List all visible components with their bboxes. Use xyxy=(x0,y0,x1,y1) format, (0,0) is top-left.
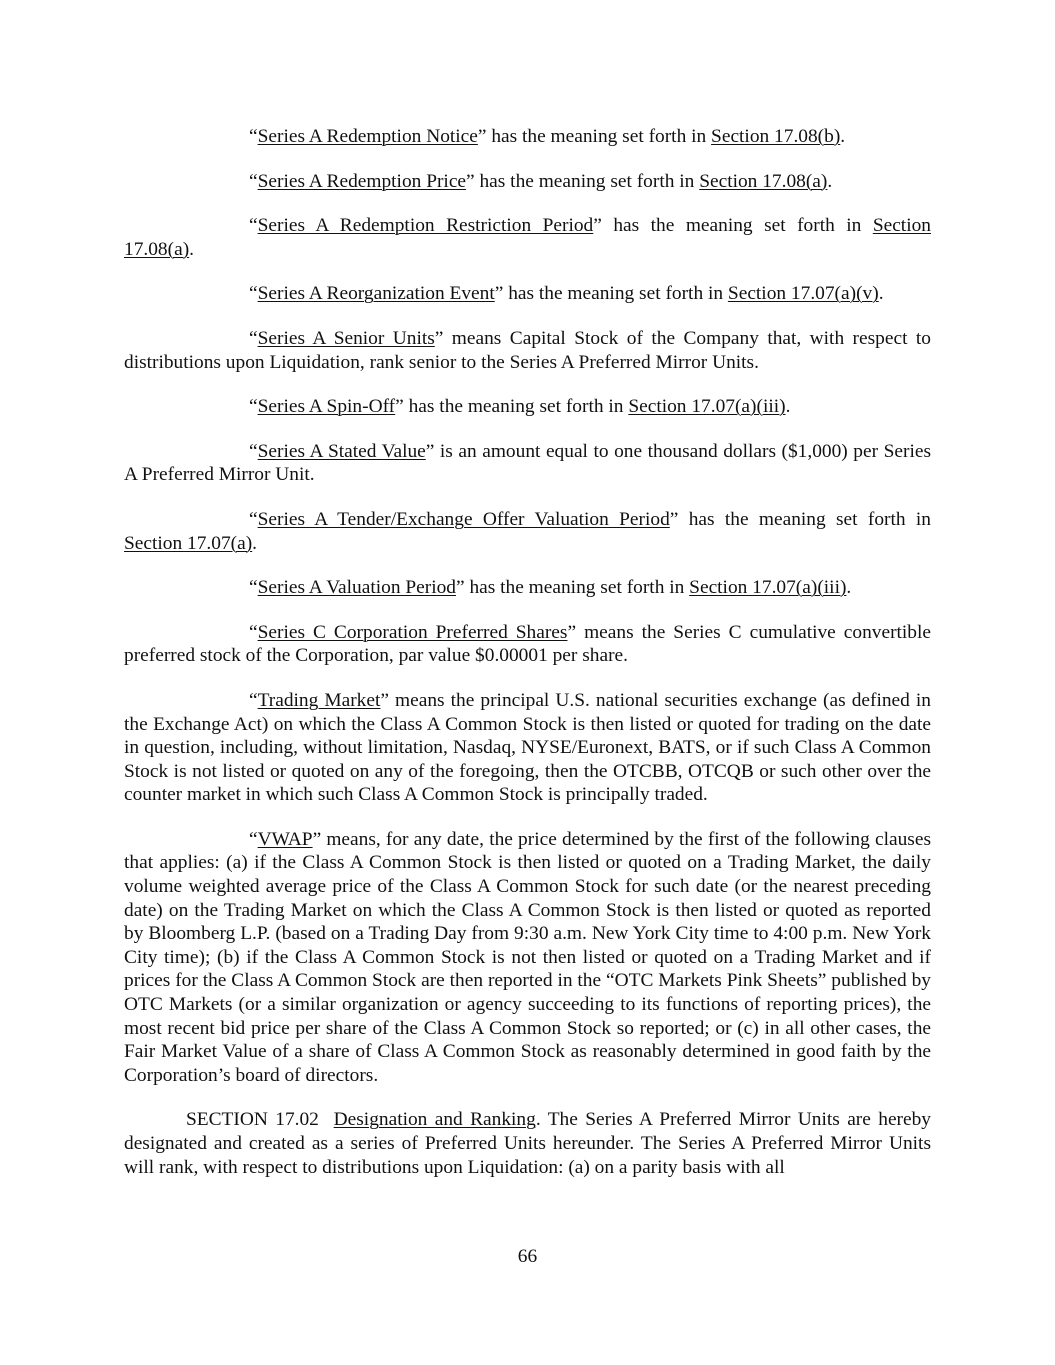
definition-trading-market: “Trading Market” means the principal U.S. national securities exchange (as defined in the Exchange Act) on which the Class A Common Stock is then listed or quoted for trading on the date in question, including, without limitation, Nasdaq, NYSE/Euronext, BATS, or if such Class A Common Stock is not listed or quoted on any of the foregoing, then the OTCBB, OTCQB or such other over the counter market in which such Class A Common Stock is principally traded. xyxy=(124,689,931,806)
page-number: 66 xyxy=(517,1246,538,1267)
defined-term: VWAP xyxy=(257,828,313,850)
definition-redemption-notice: “Series A Redemption Notice” has the meaning set forth in Section 17.08(b). xyxy=(249,126,846,147)
defined-term: Series A Redemption Notice xyxy=(257,126,478,147)
defined-term: Series A Reorganization Event xyxy=(257,283,495,305)
definition-stated-value: “Series A Stated Value” is an amount equal to one thousand dollars ($1,000) per Series A Preferred Mirror Unit. xyxy=(124,440,932,486)
section-reference: Section 17.08(b) xyxy=(711,126,841,147)
defined-term: Series A Tender/Exchange Offer Valuation Period xyxy=(257,508,670,530)
definition-senior-units: “Series A Senior Units” means Capital Stock of the Company that, with respect to distributions upon Liquidation, rank senior to the Series A Preferred Mirror Units. xyxy=(124,327,931,373)
section-title: Designation and Ranking xyxy=(333,1109,536,1131)
section-reference: Section 17.08(a) xyxy=(699,170,828,192)
defined-term: Series A Stated Value xyxy=(257,440,426,462)
defined-term: Series A Spin-Off xyxy=(257,396,396,418)
section-body: . The Series A Preferred Mirror Units are hereby designated and created as a series of Preferred Units hereunder. The Series A Preferred Mirror Units will rank, with respect to distributions upon Liquidation: (a) on a parity basis with all xyxy=(124,1109,932,1178)
defined-term: Series A Senior Units xyxy=(257,327,435,349)
definition-tender-exchange-offer-valuation-period: “Series A Tender/Exchange Offer Valuation Period” has the meaning set forth in Section 17.07(a). xyxy=(124,508,931,554)
section-reference: Section 17.07(a)(iii) xyxy=(628,396,786,418)
page-body xyxy=(124,125,931,1200)
definition-vwap: “VWAP” means, for any date, the price determined by the first of the following clauses that applies: (a) if the Class A Common Stock is then listed or quoted on a Trading Market, the daily volume weighted average price of the Class A Common Stock for such date (or the nearest preceding date) on the Trading Market on which the Class A Common Stock is then listed or quoted as reported by Bloomberg L.P. (based on a Trading Day from 9:30 a.m. New York City time to 4:00 p.m. New York City time); (b) if the Class A Common Stock is not then listed or quoted on a Trading Market and if prices for the Class A Common Stock are then reported in the “OTC Markets Pink Sheets” published by OTC Markets (or a similar organization or agency succeeding to its functions of reporting prices), the most recent bid price per share of the Class A Common Stock so reported; or (c) in all other cases, the Fair Market Value of a share of Class A Common Stock as reasonably determined in good faith by the Corporation’s board of directors. xyxy=(124,828,931,1086)
definition-spin-off: “Series A Spin-Off” has the meaning set forth in Section 17.07(a)(iii). xyxy=(249,396,791,418)
definition-reorganization-event: “Series A Reorganization Event” has the meaning set forth in Section 17.07(a)(v). xyxy=(249,283,884,305)
section-reference: Section 17.07(a)(v) xyxy=(727,283,879,305)
defined-term: Series A Redemption Price xyxy=(257,170,467,192)
defined-term: Trading Market xyxy=(257,689,381,711)
definition-redemption-price: “Series A Redemption Price” has the meaning set forth in Section 17.08(a). xyxy=(249,170,833,192)
definition-valuation-period: “Series A Valuation Period” has the meaning set forth in Section 17.07(a)(iii). xyxy=(249,577,852,599)
section-number: SECTION 17.02 xyxy=(186,1109,319,1131)
defined-term: Series A Redemption Restriction Period xyxy=(257,215,594,237)
section-reference: Section 17.07(a)(iii) xyxy=(689,577,847,599)
defined-term: Series A Valuation Period xyxy=(257,577,456,599)
section-reference: Section 17.07(a) xyxy=(124,532,253,554)
section-reference: Section 17.08(a) xyxy=(124,215,931,260)
definition-series-c-preferred-shares: “Series C Corporation Preferred Shares” means the Series C cumulative convertible preferred stock of the Corporation, par value $0.00001 per share. xyxy=(124,621,931,667)
defined-term: Series C Corporation Preferred Shares xyxy=(257,621,568,643)
section-17-02 xyxy=(124,1108,931,1179)
definition-redemption-restriction-period: “Series A Redemption Restriction Period” has the meaning set forth in Section 17.08(a). xyxy=(124,215,931,260)
